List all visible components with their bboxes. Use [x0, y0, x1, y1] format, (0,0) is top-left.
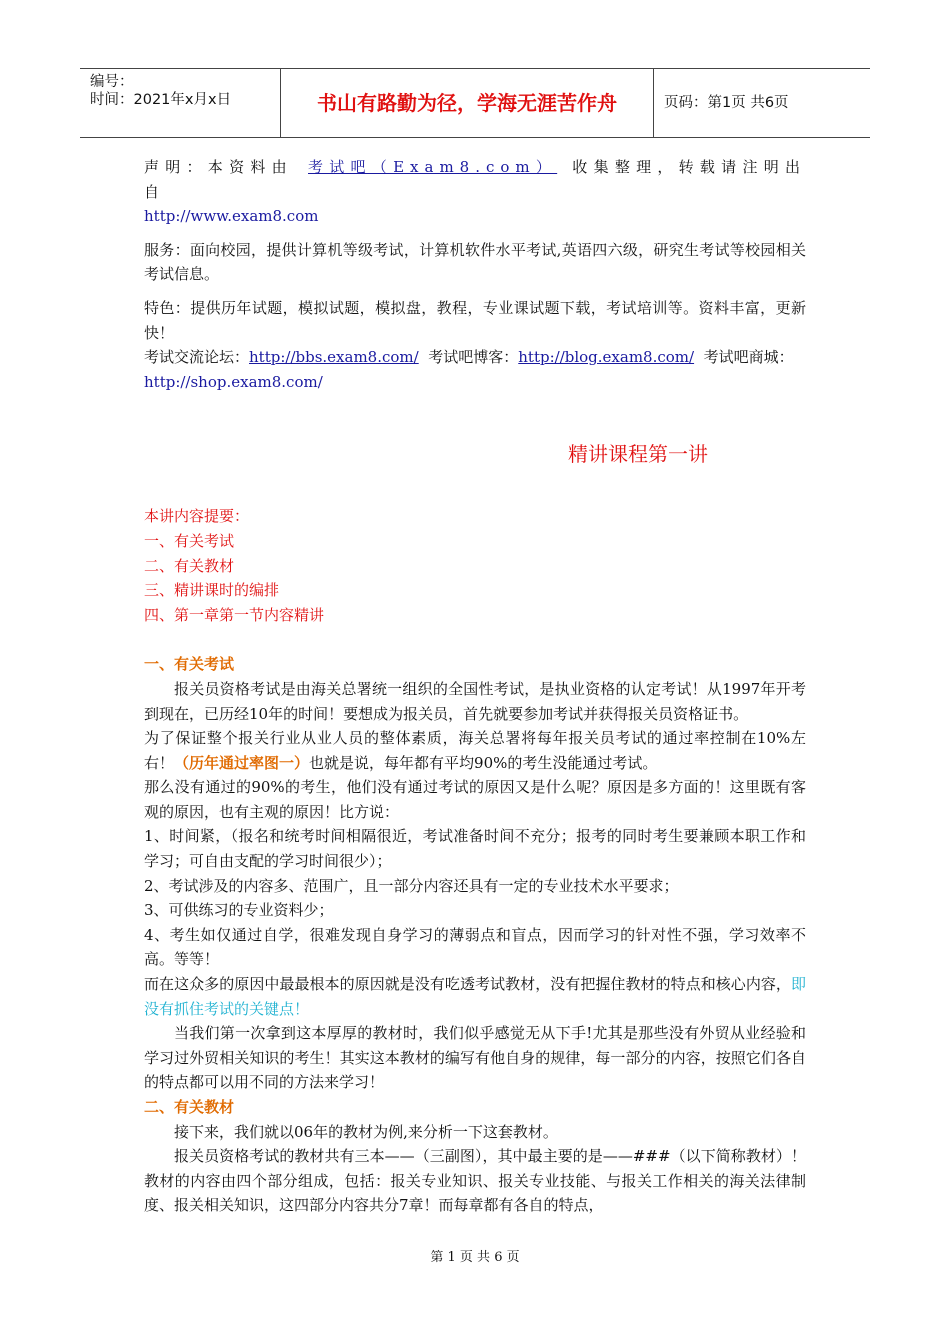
blog-link[interactable]: http://blog.exam8.com/ — [518, 348, 695, 367]
header-page-code: 页码：第1页 共6页 — [664, 95, 789, 111]
statement-link[interactable]: 考试吧（Exam8.com） — [308, 158, 558, 176]
service-text: 服务：面向校园，提供计算机等级考试，计算机软件水平考试,英语四六级，研究生考试等校园相关考试信息。 — [144, 240, 806, 284]
reason-item: 4、考生如仅通过自学，很难发现自身学习的薄弱点和盲点，因而学习的针对性不强，学习效率不高。等等！ — [144, 925, 806, 969]
statement-url[interactable]: http://www.exam8.com — [144, 207, 319, 226]
outline-heading: 本讲内容提要： — [144, 507, 250, 526]
section1-paragraph: 报关员资格考试是由海关总署统一组织的全国性考试，是执业资格的认定考试！从1997年开考到现在，已历经10年的时间！要想成为报关员，首先就要参加考试并获得报关员资格证书。 — [144, 679, 806, 723]
shop-link[interactable]: http://shop.exam8.com/ — [144, 372, 323, 391]
outline-item: 三、精讲课时的编排 — [144, 581, 280, 600]
section1-paragraph: 为了保证整个报关行业从业人员的整体素质，海关总署将每年报关员考试的通过率控制在10%左右！（历年通过率图一）也就是说，每年都有平均90%的考生没能通过考试。 — [144, 729, 806, 772]
features-text: 特色：提供历年试题，模拟试题，模拟盘，教程，专业课试题下载，考试培训等。资料丰富，更新快！ — [144, 298, 806, 342]
reason-item: 2、考试涉及的内容多、范围广，且一部分内容还具有一定的专业技术水平要求； — [144, 876, 679, 895]
section1-paragraph: 当我们第一次拿到这本厚厚的教材时，我们似乎感觉无从下手!尤其是那些没有外贸从业经验和学习过外贸相关知识的考生！其实这本教材的编写有他自身的规律，每一部分的内容，按照它们各自的特点都可以用不同的方法来学习！ — [144, 1024, 806, 1092]
forum-link[interactable]: http://bbs.exam8.com/ — [249, 348, 419, 367]
number-label: 编号： — [90, 74, 134, 90]
section2-paragraph: 报关员资格考试的教材共有三本——（三副图），其中最主要的是——###（以下简称教材）！教材的内容由四个部分组成，包括：报关专业知识、报关专业技能、与报关工作相关的海关法律制度、报关相关知识，这四部分内容共分7章！而每章都有各自的特点， — [144, 1147, 806, 1215]
section1-paragraph: 那么没有通过的90%的考生，他们没有通过考试的原因又是什么呢？原因是多方面的！这里既有客观的原因，也有主观的原因！比方说： — [144, 778, 806, 821]
section2-heading: 二、有关教材 — [144, 1098, 235, 1116]
section2-paragraph: 接下来，我们就以06年的教材为例,来分析一下这套教材。 — [174, 1122, 558, 1141]
key-point-highlight: 即没有抓住考试的关键点！ — [144, 975, 806, 1018]
reason-item: 3、可供练习的专业资料少； — [144, 901, 334, 920]
document-body — [144, 155, 806, 1218]
pass-rate-figure-ref: （历年通过率图一） — [174, 753, 310, 772]
outline-item: 四、第一章第一节内容精讲 — [144, 605, 325, 624]
statement: 声明：本资料由 考试吧（Exam8.com） 收集整理，转载请注明出自 http://www.exam8.com — [144, 158, 806, 226]
lecture-title: 精讲课程第一讲 — [568, 442, 708, 466]
links-line: 考试交流论坛：http://bbs.exam8.com/ 考试吧博客：http://blog.exam8.com/ 考试吧商城： http://shop.exam8.com/ — [144, 348, 794, 391]
page-header — [80, 68, 870, 138]
section1-heading: 一、有关考试 — [144, 655, 235, 674]
outline-item: 二、有关教材 — [144, 556, 235, 575]
header-meta — [80, 69, 280, 137]
time-line: 时间：2021年x月x日 — [90, 92, 232, 108]
outline-item: 一、有关考试 — [144, 531, 235, 550]
section1-paragraph: 而在这众多的原因中最最根本的原因就是没有吃透考试教材，没有把握住教材的特点和核心内容，即没有抓住考试的关键点！ — [144, 975, 806, 1018]
header-motto: 书山有路勤为径，学海无涯苦作舟 — [280, 69, 654, 137]
reason-item: 1、时间紧，（报名和统考时间相隔很近，考试准备时间不充分；报考的同时考生要兼顾本职工作和学习；可自由支配的学习时间很少）； — [144, 827, 806, 871]
page-footer: 第 1 页 共 6 页 — [430, 1250, 520, 1265]
